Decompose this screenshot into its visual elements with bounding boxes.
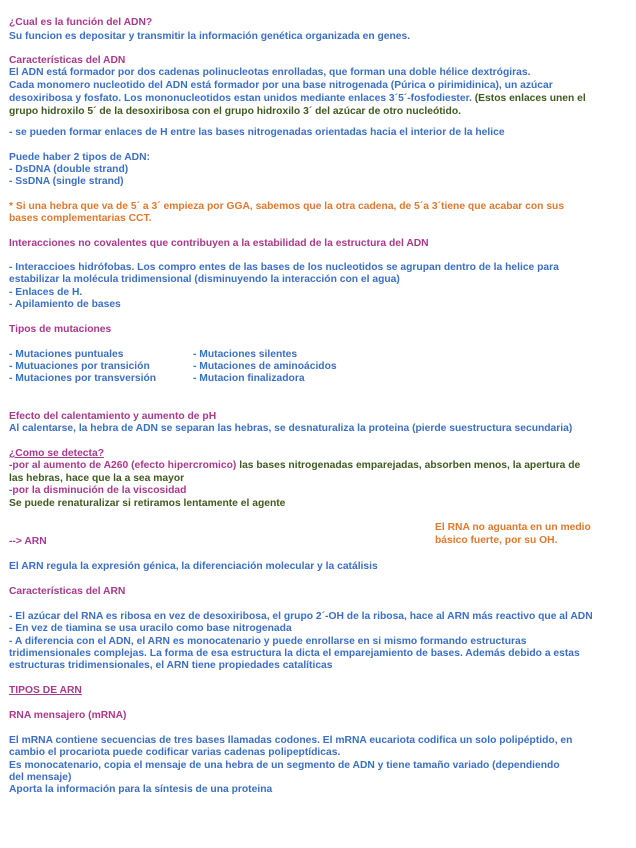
- arn-characteristics-item: - El azúcar del RNA es ribosa en vez de desoxiribosa, el grupo 2´-OH de la ribosa, hace al ARN más reactivo que al ADN: [9, 611, 593, 622]
- adn-characteristics-line: El ADN está formador por dos cadenas polinucleotas enrolladas, que forman una doble hélice dextrógiras.: [9, 67, 531, 78]
- interactions-item: estabilizar la molécula tridimensional (disminuyendo la interacción con el agua): [9, 274, 400, 285]
- complementary-note: bases complementarias CCT.: [9, 213, 152, 224]
- absorbance-text: las bases nitrogenadas emparejadas, absorben menos, la apertura de: [236, 460, 581, 471]
- arn-characteristics-item: estructuras tridimensionales, el ARN tiene propiedades catalíticas: [9, 660, 333, 671]
- question-answer: Su funcion es depositar y transmitir la información genética organizada en genes.: [9, 31, 411, 42]
- arn-types-title: TIPOS DE ARN: [9, 685, 82, 696]
- fosfodiester-text: desoxiribosa y fosfato. Los mononucleotidos estan unidos mediante enlaces 3´5´-fosfodiester.: [9, 93, 472, 104]
- adn-characteristics-line: [9, 93, 586, 105]
- arn-characteristics-title: Características del ARN: [9, 586, 126, 597]
- mrna-line: Aporta la información para la síntesis de una proteina: [9, 784, 273, 795]
- a260-text: -por al aumento de A260 (efecto hipercromico): [9, 460, 237, 471]
- detection-line: Se puede renaturalizar si retiramos lentamente el agente: [9, 498, 286, 509]
- mutation-item: - Mutaciones por transversión: [9, 373, 157, 384]
- detection-line: las hebras, hace que la a sea mayor: [9, 473, 185, 484]
- dna-type-item: - DsDNA (double strand): [9, 164, 129, 175]
- heating-title: Efecto del calentamiento y aumento de pH: [9, 411, 217, 422]
- dna-type-item: - SsDNA (single strand): [9, 176, 124, 187]
- interactions-item: - Enlaces de H.: [9, 287, 83, 298]
- arn-characteristics-item: - A diferencia con el ADN, el ARN es monocatenario y puede enrollarse en si mismo formando estructuras: [9, 636, 527, 647]
- adn-characteristics-title: Características del ADN: [9, 55, 126, 66]
- rna-base-note: El RNA no aguanta en un medio: [435, 522, 591, 533]
- mutations-title: Tipos de mutaciones: [9, 324, 112, 335]
- arn-characteristics-item: tridimensionales complejas. La forma de esa estructura la dicta el emparejamiento de bases. Además debido a estas: [9, 648, 580, 659]
- mutation-item: - Mutacion finalizadora: [193, 373, 305, 384]
- rna-base-note: básico fuerte, por su OH.: [435, 535, 558, 546]
- mrna-line: cambio el procariota puede codificar varias cadenas polipeptídicas.: [9, 747, 341, 758]
- mutation-item: - Mutaciones silentes: [193, 349, 298, 360]
- dna-types-intro: Puede haber 2 tipos de ADN:: [9, 152, 150, 163]
- mrna-title: RNA mensajero (mRNA): [9, 710, 127, 721]
- question-title: ¿Cual es la función del ADN?: [9, 17, 153, 28]
- interactions-item: - Apilamiento de bases: [9, 299, 121, 310]
- heating-text: Al calentarse, la hebra de ADN se separan las hebras, se desnaturaliza la proteina (pierde suestructura secundaria): [9, 423, 573, 434]
- complementary-note: * Si una hebra que va de 5´ a 3´ empieza por GGA, sabemos que la otra cadena, de 5´a 3´tiene que acabar con sus: [9, 201, 565, 212]
- arn-characteristics-item: - En vez de tiamina se usa uracilo como base nitrogenada: [9, 623, 292, 634]
- detection-line: [9, 460, 580, 472]
- detection-title: ¿Como se detecta?: [9, 448, 104, 459]
- adn-characteristics-line: Cada monomero nucleotido del ADN está formador por una base nitrogenada (Púrica o pirimidinica), un azúcar: [9, 80, 553, 91]
- adn-characteristics-line: grupo hidroxilo 5´ de la desoxiribosa con el grupo hidroxilo 3´ del azúcar de otro nucleótido.: [9, 106, 461, 117]
- enlaces-note-text: (Estos enlaces unen el: [471, 93, 586, 104]
- mrna-line: El mRNA contiene secuencias de tres bases llamadas codones. El mRNA eucariota codifica un solo polipéptido, en: [9, 735, 573, 746]
- mrna-line: Es monocatenario, copia el mensaje de una hebra de un segmento de ADN y tiene tamaño variado (dependiendo: [9, 760, 560, 771]
- mutation-item: - Mutaciones de aminoácidos: [193, 361, 337, 372]
- detection-line: -por la disminución de la viscosidad: [9, 485, 187, 496]
- interactions-title: Interacciones no covalentes que contribuyen a la estabilidad de la estructura del ADN: [9, 238, 429, 249]
- mutation-item: - Mutaciones puntuales: [9, 349, 124, 360]
- mrna-line: del mensaje): [9, 772, 72, 783]
- interactions-item: - Interaccioes hidrófobas. Los compro entes de las bases de los nucleotidos se agrupan dentro de la helice para: [9, 262, 559, 273]
- arn-section-marker: --> ARN: [9, 536, 47, 547]
- arn-regulation-text: El ARN regula la expresión génica, la diferenciación molecular y la catálisis: [9, 561, 378, 572]
- hydrogen-bonds-note: - se pueden formar enlaces de H entre las bases nitrogenadas orientadas hacia el interior de la helice: [9, 127, 505, 138]
- mutation-item: - Mutuaciones por transición: [9, 361, 150, 372]
